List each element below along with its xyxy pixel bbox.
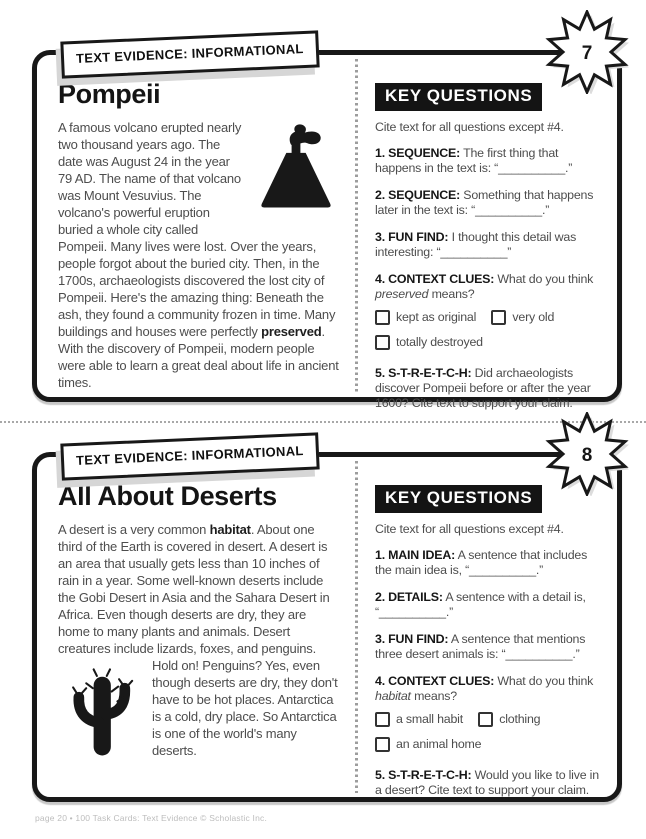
answer-option (375, 310, 476, 325)
questions-column (358, 457, 617, 797)
question-2-label: 2. DETAILS: (375, 590, 443, 604)
question-4-vocab-word: habitat (375, 689, 411, 703)
passage-title: Pompeii (58, 79, 161, 109)
answer-option (375, 712, 463, 727)
checkbox[interactable] (491, 310, 506, 325)
question-2-text: Something that happens later in the text is: “__________.” (375, 188, 594, 217)
question-4-text: What do you think (497, 674, 594, 688)
key-questions-heading: KEY QUESTIONS (375, 83, 542, 111)
passage-part-2: . About one third of the Earth is covered in desert. A desert is an area that usually gets less than 10 inches of rain in a year. Some well-known deserts include the Gobi Desert in Asia and the Sahara Desert in Africa. Even though deserts are dry, they are home to many plants and animals. Desert creatures include lizards, foxes, and (58, 522, 330, 656)
passage-part-1: A desert is a very common (58, 522, 207, 537)
passage-part-3: penguins. Hold on! Penguins? Yes, even though deserts are dry, they don't have to be hot places. Antarctica is a cold, dry place. So Antarctica is one of the world's many deserts. (152, 641, 338, 758)
question-4-text: What do you think (497, 272, 594, 286)
checkbox[interactable] (375, 310, 390, 325)
checkbox-label: kept as original (396, 310, 477, 324)
questions-intro: Cite text for all questions except #4. (375, 120, 564, 134)
passage-vocab-word: preserved (261, 324, 322, 339)
question-4-label: 4. CONTEXT CLUES: (375, 674, 495, 688)
question-3-text: I thought this detail was interesting: “__________” (375, 230, 577, 259)
question-4-label: 4. CONTEXT CLUES: (375, 272, 495, 286)
banner-label: TEXT EVIDENCE: INFORMATIONAL (75, 443, 304, 468)
question-5-text: Did archaeologists discover Pompeii before or after the year 1600? Cite text to support your claim. (375, 366, 591, 410)
question-1 (375, 548, 605, 578)
checkbox-label: totally destroyed (396, 335, 483, 349)
questions-intro: Cite text for all questions except #4. (375, 522, 564, 536)
question-5 (375, 768, 605, 798)
question-2-label: 2. SEQUENCE: (375, 188, 461, 202)
checkbox-label: an animal home (396, 737, 482, 751)
page-footer: page 20 • 100 Task Cards: Text Evidence © Scholastic Inc. (35, 813, 268, 823)
card-number: 8 (581, 445, 593, 466)
answer-option (375, 335, 483, 350)
checkbox-label: a small habit (396, 712, 463, 726)
passage-text (58, 119, 340, 391)
answer-options (375, 706, 605, 756)
card-number: 7 (581, 43, 593, 64)
question-1 (375, 146, 605, 176)
task-card-8 (32, 443, 622, 802)
checkbox[interactable] (375, 737, 390, 752)
answer-option (491, 310, 554, 325)
task-card-7 (32, 41, 622, 410)
question-5-label: 5. S-T-R-E-T-C-H: (375, 768, 472, 782)
question-3-label: 3. FUN FIND: (375, 632, 449, 646)
question-2 (375, 188, 605, 218)
checkbox-label: very old (512, 310, 555, 324)
question-3 (375, 632, 605, 662)
card-number-starburst-icon (545, 10, 629, 94)
answer-option (478, 712, 540, 727)
banner-label: TEXT EVIDENCE: INFORMATIONAL (75, 41, 304, 66)
question-3 (375, 230, 605, 260)
volcano-icon (252, 121, 340, 213)
answer-options (375, 304, 605, 354)
question-4-vocab-word: preserved (375, 287, 429, 301)
question-4-text-after: means? (414, 689, 457, 703)
passage-part-2: . With the discovery of Pompeii, modern people were able to learn a great deal about life in ancient times. (58, 324, 339, 390)
question-5 (375, 366, 605, 411)
checkbox[interactable] (375, 712, 390, 727)
checkbox-label: clothing (499, 712, 541, 726)
question-3-text: A sentence that mentions three desert animals is: “__________.” (375, 632, 586, 661)
checkbox[interactable] (375, 335, 390, 350)
passage-text (58, 521, 340, 759)
question-2 (375, 590, 605, 620)
passage-column (37, 55, 355, 397)
question-4 (375, 272, 605, 354)
card-number-starburst-icon (545, 412, 629, 496)
question-1-text: The first thing that happens in the text is: “__________.” (375, 146, 573, 175)
question-1-label: 1. SEQUENCE: (375, 146, 461, 160)
passage-column (37, 457, 355, 797)
cactus-icon (60, 660, 142, 764)
passage-vocab-word: habitat (209, 522, 251, 537)
answer-option (375, 737, 481, 752)
question-4-text-after: means? (431, 287, 475, 301)
question-2-text: A sentence with a detail is, “__________.” (375, 590, 586, 619)
questions-column (358, 55, 617, 410)
passage-part-1: A famous volcano erupted nearly two thousand years ago. The date was August 24 in the year 79 AD. The name of that volcano was Mount Vesuvius. The volcano's powerful eruption buried a whole city called Pompeii. Many lives were lost. Over the years, people forgot about the buried city. Then, in the 1700s, archaeologists discovered the lost city of Pompeii. Here's the amazing thing: Beneath the ash, they found a community frozen in time. Many buildings and houses were perfectly (58, 120, 336, 339)
key-questions-heading: KEY QUESTIONS (375, 485, 542, 513)
question-1-label: 1. MAIN IDEA: (375, 548, 456, 562)
question-1-text: A sentence that includes the main idea is, “__________.” (375, 548, 588, 577)
question-3-label: 3. FUN FIND: (375, 230, 449, 244)
passage-title: All About Deserts (58, 481, 277, 511)
question-5-text: Would you like to live in a desert? Cite text to support your claim. (375, 768, 599, 797)
question-5-label: 5. S-T-R-E-T-C-H: (375, 366, 472, 380)
checkbox[interactable] (478, 712, 493, 727)
question-4 (375, 674, 605, 756)
